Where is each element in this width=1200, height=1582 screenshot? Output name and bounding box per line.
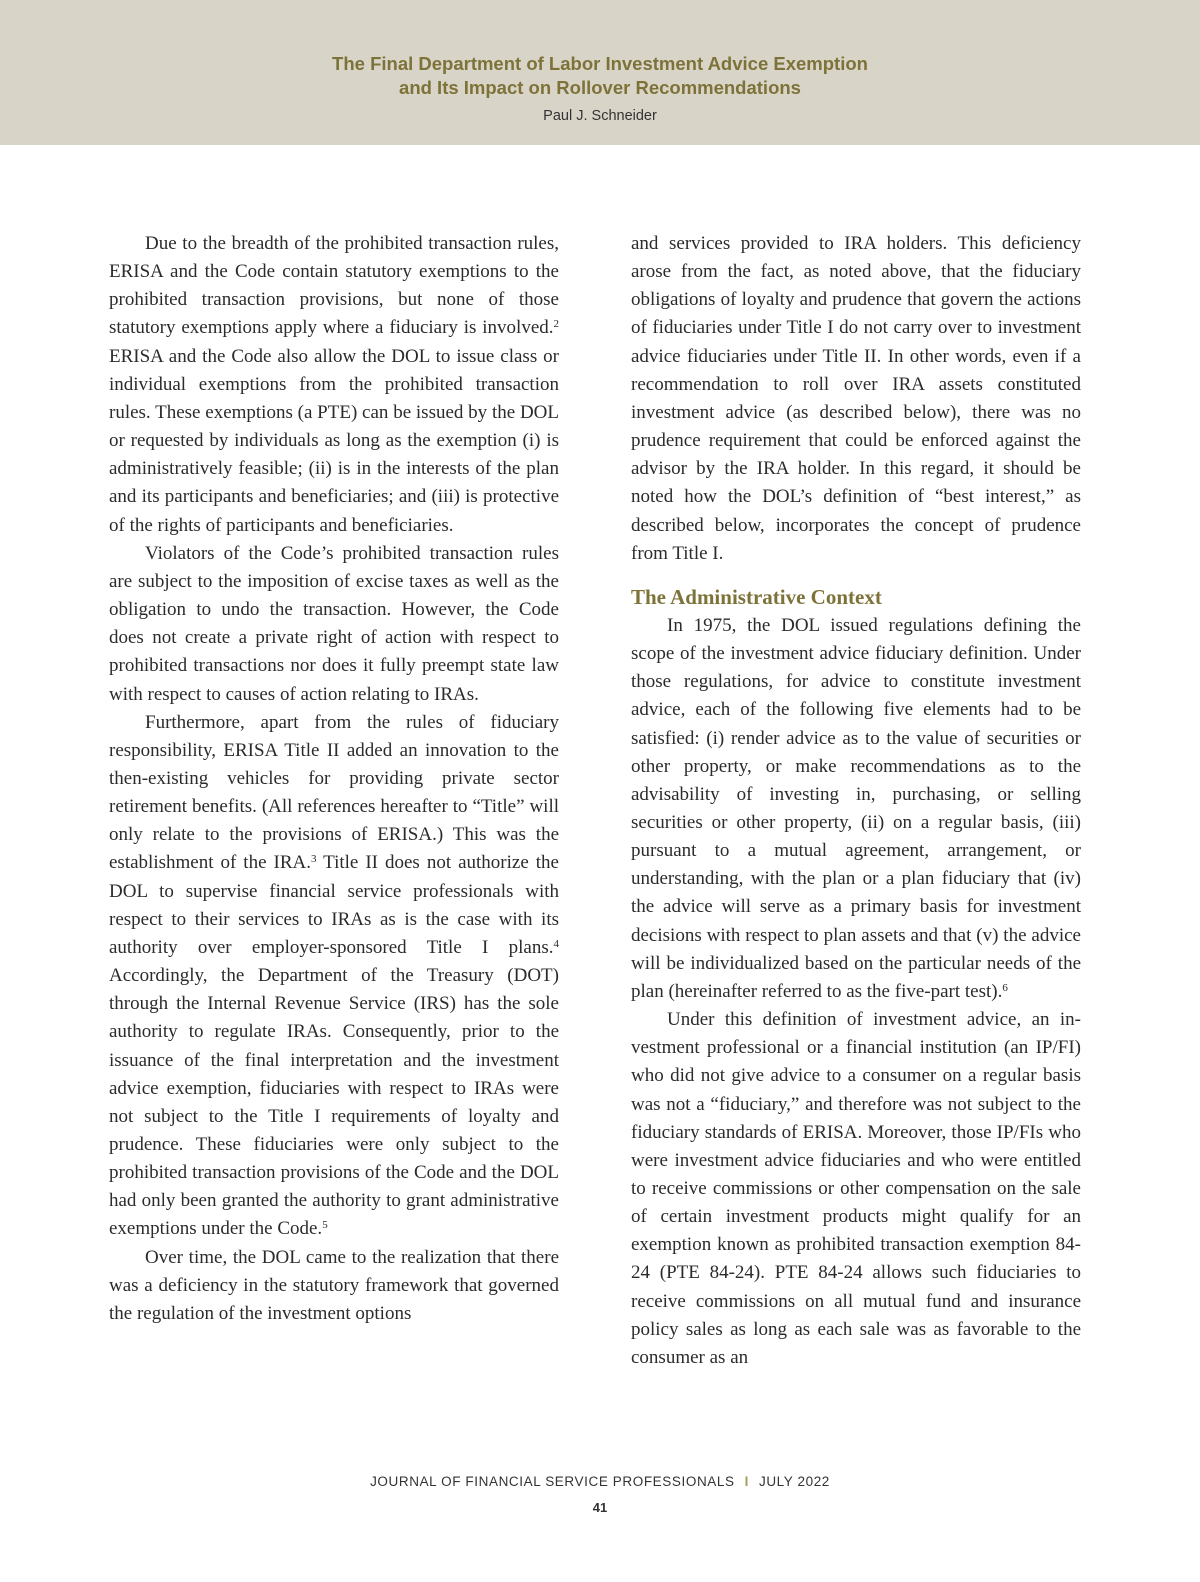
page-footer [0, 1474, 1200, 1489]
article-title-line-1: The Final Department of Labor Investment Advice Exemption [332, 53, 868, 74]
journal-name: JOURNAL OF FINANCIAL SERVICE PROFESSIONALS [370, 1474, 735, 1489]
paragraph: In 1975, the DOL issued regulations defining the scope of the investment advice fiduciary definition. Under those regulations, for advice to constitute investment advice, each of the following five elements had to be satisfied: (i) render advice as to the value of securities or other property, or make recommendations as to the advisability of investing in, purchasing, or selling securities or other property, (ii) on a regular basis, (iii) pursuant to a mutual agreement, arrangement, or understanding, with the plan or a plan fiduciary that (iv) the advice will serve as a primary basis for investment decisions with respect to plan assets and that (v) the advice will be individualized based on the particular needs of the plan (hereinafter referred to as the five-part test).$^6$ [631, 614, 1081, 1002]
footnote-marker: 5 [322, 1219, 328, 1232]
article-title [0, 52, 1200, 100]
paragraph: and services provided to IRA holders. This deficiency arose from the fact, as noted above, that the fiduciary obligations of loyalty and prudence that govern the actions of fiduciaries under Title I do not carry over to investment advice fiduciaries under Title II. In other words, even if a recommendation to roll over IRA assets constituted investment advice (as described below), there was no prudence requirement that could be enforced against the advisor by the IRA holder. In this regard, it should be noted how the DOL’s definition of “best interest,” as described below, incorporates the concept of prudence from Title I. [631, 233, 1081, 564]
issue-date: JULY 2022 [758, 1474, 830, 1489]
paragraph: Under this definition of investment advice, an investment professional or a financial institution (an IP/FI) who did not give advice to a consumer on a regular basis was not a “fiduciary,” and therefore was not subject to the fiduciary standards of ERISA. Moreover, those IP/FIs who were investment advice fiduciaries and who were entitled to receive commissions or other compensation on the sale of certain investment products might qualify for an exemption known as prohibited transaction exemption 84-24 (PTE 84-24). PTE 84-24 allows such fiduciaries to receive commissions on all mutual fund and insurance policy sales as long as each sale was as favorable to the consumer as an [631, 1009, 1081, 1368]
article-title-line-2: and Its Impact on Rollover Recommendations [399, 77, 801, 98]
paragraph: Violators of the Code’s prohibited transaction rules are subject to the imposition of excise taxes as well as the obligation to undo the transaction. However, the Code does not create a private right of action with respect to prohibited transactions nor does it fully preempt state law with respect to causes of action relating to IRAs. [109, 542, 559, 705]
footnote-marker: 3 [310, 853, 317, 866]
article-author: Paul J. Schneider [543, 108, 657, 124]
section-heading: The Administrative Context [631, 584, 882, 609]
left-column [109, 230, 559, 1328]
paragraph: Due to the breadth of the prohibited transaction rules, ERISA and the Code contain statutory exemptions to the prohibited transaction provisions, but none of those statutory exemptions apply where a fiduciary is involved.$^2$ ERISA and the Code also allow the DOL to issue class or individual exemptions from the prohibited transaction rules. These exemptions (a PTE) can be issued by the DOL or requested by individuals as long as the exemption (i) is administratively feasible; (ii) is in the interests of the plan and its participants and beneficiaries; and (iii) is protective of the rights of participants and beneficiaries. [109, 233, 559, 536]
paragraph: Over time, the DOL came to the realization that there was a deficiency in the statutory framework that governed the regulation of the investment options [109, 1246, 559, 1324]
footnote-marker: 4 [553, 937, 559, 950]
right-column [631, 230, 1081, 1372]
footnote-marker: 2 [553, 318, 559, 331]
footer-separator: I [744, 1474, 749, 1489]
page-number: 41 [592, 1500, 608, 1515]
paragraph: Furthermore, apart from the rules of fiduciary responsibility, ERISA Title II added an innovation to the then-existing vehicles for providing private sector retirement benefits. (All references hereafter to “Title” will only relate to the provisions of ERISA.) This was the establishment of the IRA.$^3$ Title II does not authorize the DOL to supervise financial service professionals with respect to their services to IRAs as is the case with its authority over employer-sponsored Title I plans.$^4$ Accordingly, the Department of the Treasury (DOT) through the Internal Revenue Service (IRS) has the sole authority to regulate IRAs. Consequently, prior to the issuance of the final interpretation and the investment advice exemption, fiduciaries with respect to IRAs were not subject to the Title I requirements of loyalty and prudence. These fiduciaries were only subject to the prohibited transaction provisions of the Code and the DOL had only been granted the authority to grant administrative exemptions under the Code.$^5$ [109, 711, 559, 1240]
footnote-marker: 6 [1002, 981, 1008, 994]
